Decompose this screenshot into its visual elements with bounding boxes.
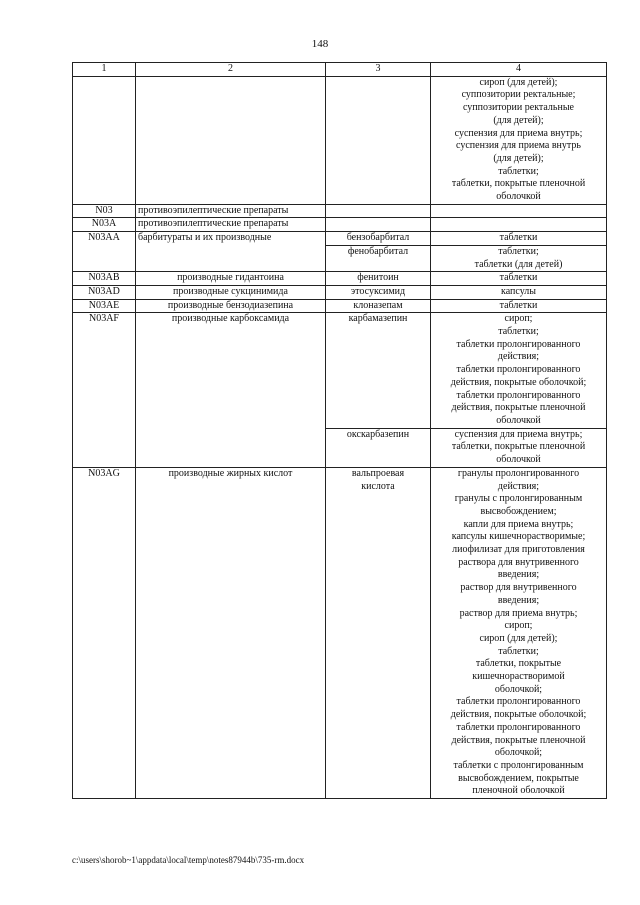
dosage-forms-cell-line: сироп (для детей); [479,76,558,88]
table-row [73,272,607,286]
dosage-forms-cell-line: таблетки; [498,245,539,257]
table-row [73,232,607,246]
dosage-forms-cell-line: таблетки, покрытые [475,658,562,670]
dosage-forms-cell-line: сироп; [504,620,533,632]
dosage-forms-cell-line: лиофилизат для приготовления [452,544,585,556]
dosage-forms-cell-line: пленочной оболочкой [472,785,565,797]
column-header-2: 2 [136,63,326,77]
description-cell: производные жирных кислот [136,467,326,798]
dosage-forms-cell-line: гранулы с пролонгированным [454,493,583,505]
dosage-forms-cell-line: сироп (для детей); [479,632,558,644]
dosage-forms-cell-line: таблетки пролонгированного [456,389,581,401]
drug-name-cell-line: фенитоин [357,272,399,284]
atc-code-cell: N03A [73,218,136,232]
dosage-forms-cell-line: таблетки, покрытые пленочной [451,441,586,453]
atc-code-cell: N03AE [73,299,136,313]
dosage-forms-cell-line: действия; [497,351,540,363]
drug-name-cell-line: кислота [361,480,395,492]
atc-code-cell: N03 [73,204,136,218]
dosage-forms-cell-line: сироп; [504,313,533,325]
dosage-forms-cell [431,467,607,798]
column-header-3: 3 [326,63,431,77]
table-row [73,218,607,232]
dosage-forms-cell-line: оболочкой; [494,747,543,759]
dosage-forms-cell-line: действия, покрытые оболочкой; [450,376,587,388]
dosage-forms-cell [431,204,607,218]
drug-name-cell-line: бензобарбитал [346,232,410,244]
description-cell: противоэпилептические препараты [136,218,326,232]
dosage-forms-cell-line: (для детей); [493,152,544,164]
dosage-forms-cell-line: таблетки; [498,165,539,177]
drug-name-cell-line: карбамазепин [348,313,408,325]
dosage-forms-cell-line: капсулы [501,285,536,297]
table-row [73,313,607,428]
drug-name-cell [326,232,431,246]
dosage-forms-cell-line: введения; [497,569,540,581]
dosage-forms-cell-line: действия, покрытые пленочной [451,402,586,414]
drug-name-cell [326,313,431,428]
dosage-forms-cell-line: таблетки пролонгированного [456,696,581,708]
dosage-forms-cell-line: (для детей); [493,114,544,126]
dosage-forms-cell-line: введения; [497,594,540,606]
dosage-forms-cell [431,272,607,286]
drug-name-cell [326,76,431,204]
dosage-forms-cell-line: оболочкой [496,454,541,466]
drug-name-cell [326,204,431,218]
column-header-1: 1 [73,63,136,77]
dosage-forms-cell-line: оболочкой [496,191,541,203]
dosage-forms-cell-line: капли для приема внутрь; [463,518,574,530]
dosage-forms-cell-line: суспензия для приема внутрь; [454,428,583,440]
dosage-forms-cell-line: таблетки [499,299,538,311]
description-cell: производные карбоксамида [136,313,326,467]
drug-name-cell-line: окскарбазепин [346,428,410,440]
drug-name-cell [326,245,431,271]
drug-name-cell-line: фенобарбитал [347,245,409,257]
drug-name-cell [326,428,431,467]
dosage-forms-cell-line: высвобождением, покрытые [458,772,579,784]
drug-name-cell [326,285,431,299]
drug-name-cell [326,272,431,286]
description-cell: производные сукцинимида [136,285,326,299]
drug-name-cell [326,299,431,313]
description-cell: производные гидантоина [136,272,326,286]
description-cell: противоэпилептические препараты [136,204,326,218]
table-row-continuation [73,76,607,204]
dosage-forms-cell [431,428,607,467]
dosage-forms-cell-line: таблетки, покрытые пленочной [451,178,586,190]
dosage-forms-cell-line: таблетки [499,232,538,244]
drug-name-cell-line: этосуксимид [350,285,406,297]
description-cell [136,76,326,204]
dosage-forms-cell [431,285,607,299]
atc-code-cell: N03AD [73,285,136,299]
page-number: 148 [311,38,329,50]
dosage-forms-cell [431,245,607,271]
drug-name-cell [326,467,431,798]
description-cell: производные бензодиазепина [136,299,326,313]
code-cell [73,76,136,204]
dosage-forms-cell [431,218,607,232]
header-row [73,63,607,77]
dosage-forms-cell-line: таблетки; [498,645,539,657]
dosage-forms-cell-line: таблетки с пролонгированным [453,759,584,771]
table-row [73,299,607,313]
atc-code-cell: N03AB [73,272,136,286]
dosage-forms-cell-line: кишечнорастворимой [472,671,565,683]
dosage-forms-cell-line: действия, покрытые оболочкой; [450,709,587,721]
dosage-forms-cell-line: раствор для внутривенного [460,582,577,594]
dosage-forms-cell [431,232,607,246]
dosage-forms-cell-line: суспензия для приема внутрь [456,140,581,152]
dosage-forms-cell [431,299,607,313]
dosage-forms-cell-line: оболочкой; [494,683,543,695]
dosage-forms-cell-line: гранулы пролонгированного [457,467,580,479]
drug-name-cell-line: клоназепам [353,299,403,311]
atc-code-cell: N03AG [73,467,136,798]
dosage-forms-cell-line: таблетки; [498,326,539,338]
atc-code-cell: N03AF [73,313,136,467]
dosage-forms-cell [431,76,607,204]
table-row [73,204,607,218]
atc-code-cell: N03AA [73,232,136,272]
column-header-4: 4 [431,63,607,77]
dosage-forms-cell-line: суппозитории ректальные; [461,89,576,101]
table-row [73,285,607,299]
dosage-forms-cell-line: высвобождением; [480,505,557,517]
dosage-forms-cell-line: таблетки пролонгированного [456,721,581,733]
footer-file-path: c:\users\shorob~1\appdata\local\temp\notes87944b\735-rm.docx [72,855,305,865]
table-row [73,467,607,798]
description-cell: барбитураты и их производные [136,232,326,272]
dosage-forms-cell [431,313,607,428]
dosage-forms-cell-line: таблетки пролонгированного [456,338,581,350]
drug-name-cell-line: вальпроевая [351,467,405,479]
dosage-forms-cell-line: капсулы кишечнорастворимые; [451,531,586,543]
dosage-forms-cell-line: суспензия для приема внутрь; [454,127,583,139]
table-body [73,76,607,798]
dosage-forms-cell-line: таблетки (для детей) [474,258,563,270]
dosage-forms-cell-line: действия; [497,480,540,492]
dosage-forms-cell-line: суппозитории ректальные [463,102,574,114]
dosage-forms-cell-line: раствор для приема внутрь; [459,607,578,619]
dosage-forms-cell-line: оболочкой [496,414,541,426]
dosage-forms-cell-line: действия, покрытые пленочной [451,734,586,746]
dosage-forms-cell-line: раствора для внутривенного [458,556,579,568]
drug-name-cell [326,218,431,232]
dosage-forms-cell-line: таблетки [499,272,538,284]
dosage-forms-cell-line: таблетки пролонгированного [456,364,581,376]
drug-table [72,62,607,799]
